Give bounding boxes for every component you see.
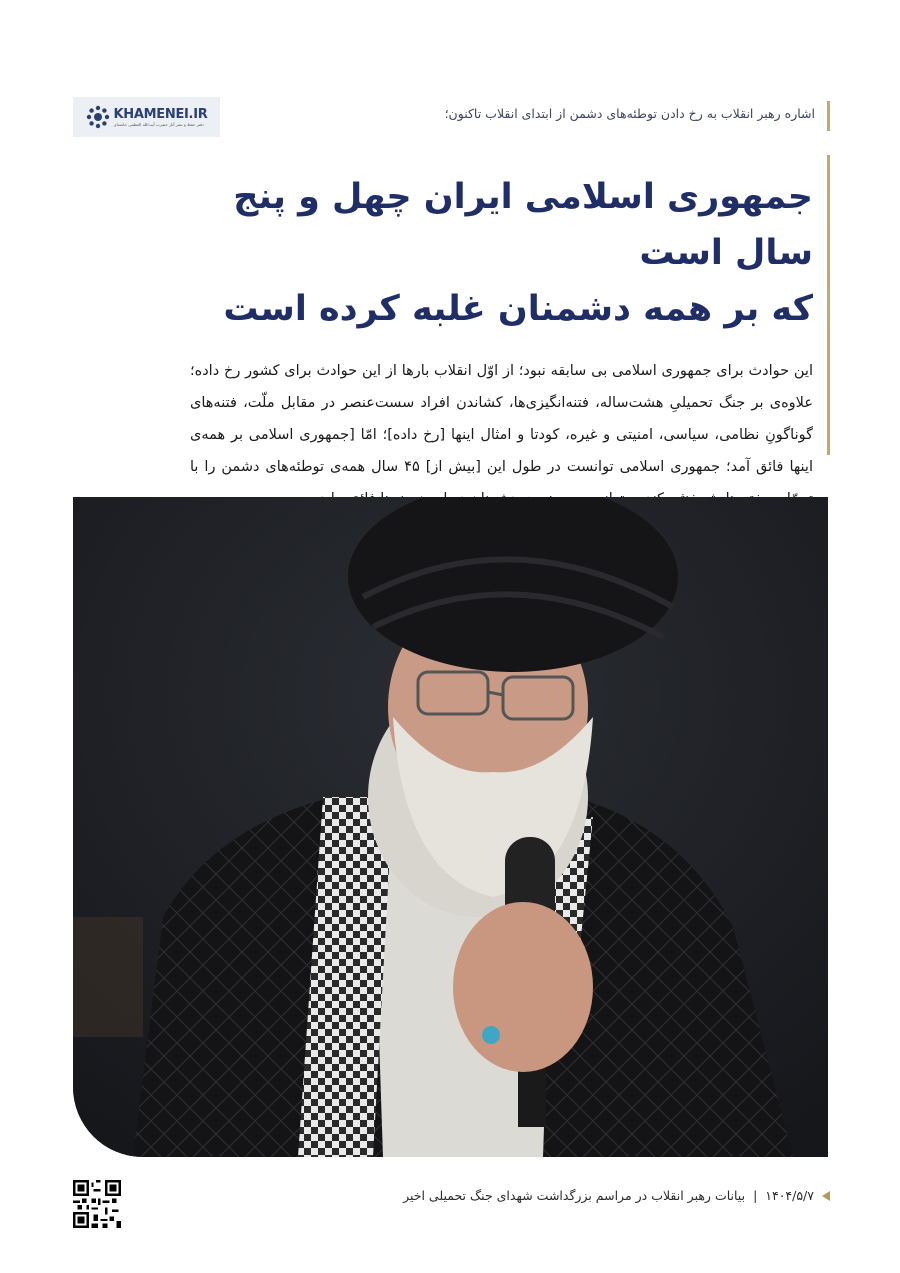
caption-date: ۱۴۰۴/۵/۷ [765,1188,814,1203]
footer-caption [403,1188,830,1203]
headline-line-2: که بر همه دشمنان غلبه کرده است [223,289,813,329]
khamenei-logo [73,97,220,137]
kicker-text: اشاره رهبر انقلاب به رخ دادن توطئه‌های دشمن از ابتدای انقلاب تاکنون؛ [270,101,830,131]
caption-marker-icon [822,1191,830,1201]
caption-separator: | [753,1188,758,1203]
logo-name: KHAMENEI.IR [113,106,208,122]
logo-emblem-icon [86,105,110,129]
headline-line-1: جمهوری اسلامی ایران چهل و پنج سال است [233,177,813,273]
portrait-photo [73,497,828,1157]
headline [190,169,813,337]
quote-body: این حوادث برای جمهوری اسلامی بی سابقه نبود؛ از اوّل انقلاب بارها از این حوادث برای کشور رخ داده؛ علاوه‌ی بر جنگ تحمیلیِ هشت‌ساله، فتنه‌انگیزی‌ها، کشاندن افراد سست‌عنصر در مقابل ملّت، فتنه‌های گوناگونِ نظامی، سیاسی، امنیتی و غیره، کودتا و امثال اینها [رخ داده]؛ امّا [جمهوری اسلامی بر همه‌ی اینها فائق آمد؛ جمهوری اسلامی توانست در طول این [بیش از] ۴۵ سال همه‌ی توطئه‌های دشمن را با [190,363,813,475]
logo-subtitle: دفتر حفظ و نشر آثار حضرت آیت‌الله العظمی خامنه‌ای [113,121,204,127]
article-block [190,155,830,475]
caption-source: بیانات رهبر انقلاب در مراسم بزرگداشت شهدای جنگ تحمیلی اخیر [403,1188,746,1203]
qr-code-icon[interactable] [73,1180,121,1228]
